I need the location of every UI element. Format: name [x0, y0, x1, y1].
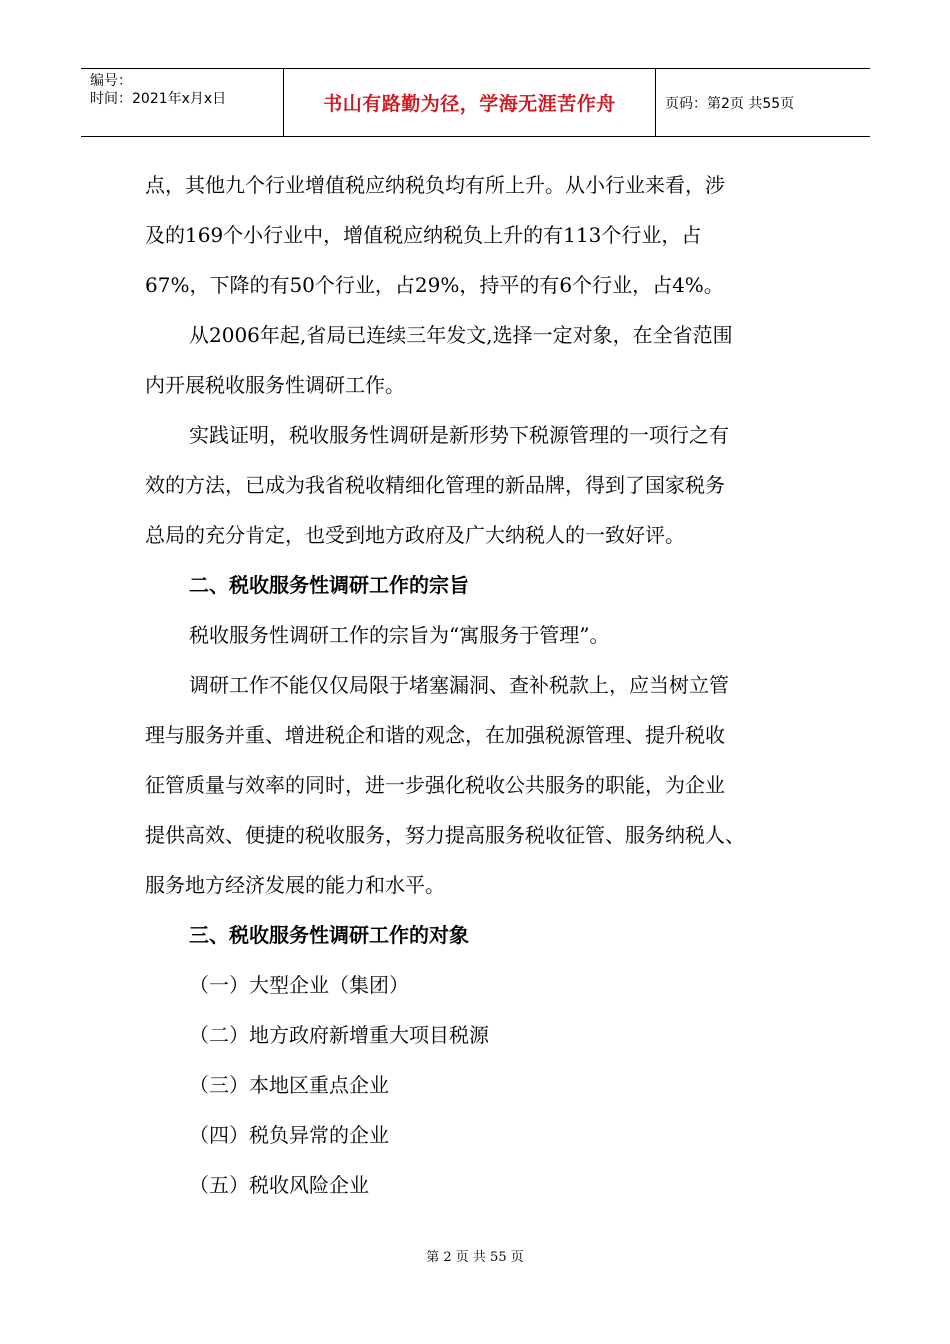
paragraph-line: 理与服务并重、增进税企和谐的观念，在加强税源管理、提升税收 — [145, 723, 725, 747]
header-page-info — [656, 69, 870, 136]
paragraph-line: 征管质量与效率的同时，进一步强化税收公共服务的职能，为企业 — [145, 773, 725, 797]
list-item: （五）税收风险企业 — [189, 1173, 369, 1197]
paragraph-line: 提供高效、便捷的税收服务，努力提高服务税收征管、服务纳税人、 — [145, 823, 745, 847]
document-number-label: 编号： — [90, 73, 132, 89]
paragraph-line: 内开展税收服务性调研工作。 — [145, 373, 405, 397]
page-info-text: 页码：第2页 共55页 — [665, 95, 795, 112]
section-heading: 三、税收服务性调研工作的对象 — [189, 923, 469, 947]
section-heading: 二、税收服务性调研工作的宗旨 — [189, 573, 469, 597]
paragraph-line: 及的169个小行业中，增值税应纳税负上升的有113个行业，占 — [145, 223, 702, 247]
header-motto-cell — [283, 69, 656, 136]
list-item: （一）大型企业（集团） — [189, 973, 409, 997]
document-time-label: 时间：2021年x月x日 — [90, 91, 227, 107]
list-item: （四）税负异常的企业 — [189, 1123, 389, 1147]
header-motto: 书山有路勤为径，学海无涯苦作舟 — [323, 93, 616, 115]
list-item: （二）地方政府新增重大项目税源 — [189, 1023, 489, 1047]
paragraph-line: 税收服务性调研工作的宗旨为“寓服务于管理”。 — [189, 623, 610, 647]
paragraph-line: 服务地方经济发展的能力和水平。 — [145, 873, 445, 897]
document-body — [145, 160, 825, 1210]
header-meta — [81, 69, 283, 136]
paragraph-line: 效的方法，已成为我省税收精细化管理的新品牌，得到了国家税务 — [145, 473, 725, 497]
paragraph-line: 总局的充分肯定，也受到地方政府及广大纳税人的一致好评。 — [145, 523, 685, 547]
paragraph-line: 调研工作不能仅仅局限于堵塞漏洞、查补税款上，应当树立管 — [189, 673, 729, 697]
list-item: （三）本地区重点企业 — [189, 1073, 389, 1097]
document-header — [81, 68, 870, 137]
paragraph-line: 从2006年起,省局已连续三年发文,选择一定对象，在全省范围 — [189, 323, 733, 347]
page-footer — [0, 1246, 950, 1265]
footer-page-number: 第 2 页 共 55 页 — [426, 1250, 524, 1265]
paragraph-line: 67%，下降的有50个行业，占29%，持平的有6个行业，占4%。 — [145, 273, 724, 297]
paragraph-line: 实践证明，税收服务性调研是新形势下税源管理的一项行之有 — [189, 423, 729, 447]
paragraph-line: 点，其他九个行业增值税应纳税负均有所上升。从小行业来看，涉 — [145, 173, 725, 197]
